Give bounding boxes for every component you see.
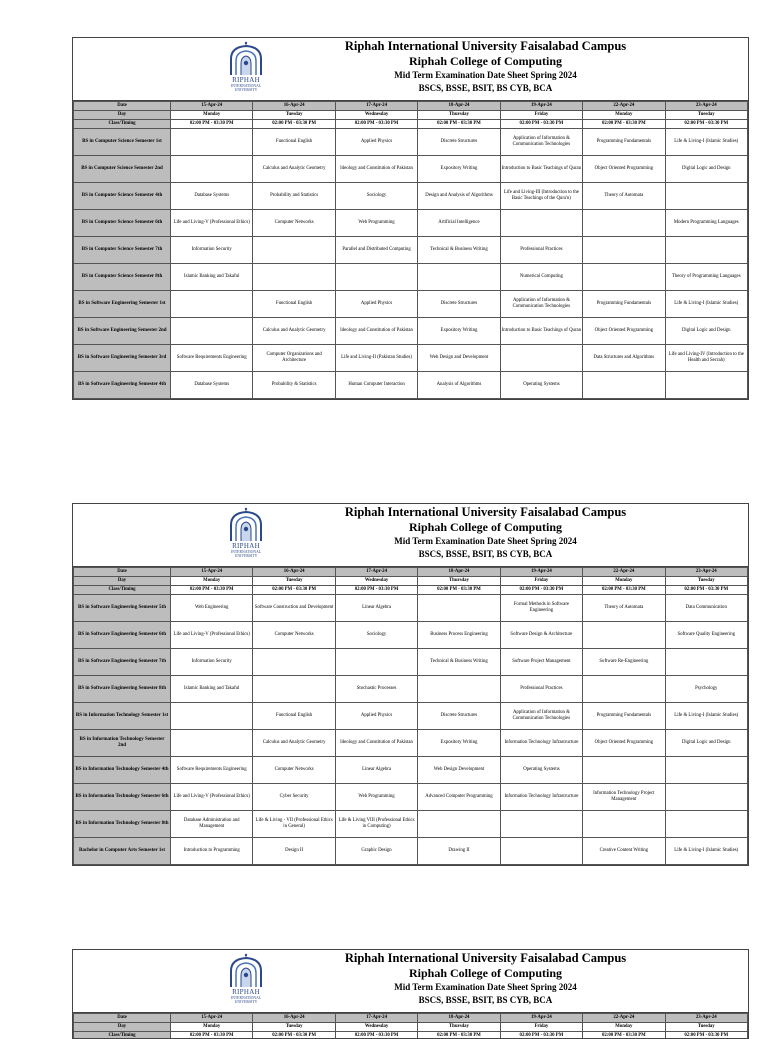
time-cell: 02:00 PM - 03:30 PM xyxy=(583,120,665,129)
university-title: Riphah International University Faisalabad Campus xyxy=(223,505,748,520)
course-cell: Discrete Structures xyxy=(418,291,500,318)
table-row xyxy=(74,622,748,649)
course-cell xyxy=(171,291,253,318)
time-cell: 02:00 PM - 03:30 PM xyxy=(171,1032,253,1039)
course-cell xyxy=(665,757,747,784)
course-cell: Drawing II xyxy=(418,838,500,865)
day-cell: Tuesday xyxy=(665,111,747,120)
course-cell: Computer Networks xyxy=(253,210,335,237)
day-cell: Monday xyxy=(171,1023,253,1032)
course-cell: Information Technology Project Management xyxy=(583,784,665,811)
program-cell: BS in Computer Science Semester 6th xyxy=(74,210,171,237)
date-label: Date xyxy=(74,568,171,577)
course-cell xyxy=(500,838,582,865)
table-row xyxy=(74,129,748,156)
time-cell: 02:00 PM - 03:30 PM xyxy=(418,586,500,595)
course-cell xyxy=(335,264,417,291)
program-cell: BS in Software Engineering Semester 7th xyxy=(74,649,171,676)
course-cell xyxy=(500,811,582,838)
course-cell: Computer Networks xyxy=(253,757,335,784)
course-cell: Life and Living-V (Professional Ethics) xyxy=(171,622,253,649)
day-cell: Friday xyxy=(500,577,582,586)
day-cell: Monday xyxy=(583,577,665,586)
college-title: Riphah College of Computing xyxy=(223,520,748,535)
course-cell: Programming Fundamentals xyxy=(583,129,665,156)
course-cell: Design II xyxy=(253,838,335,865)
program-cell: BS in Information Technology Semester 1st xyxy=(74,703,171,730)
time-row xyxy=(74,120,748,129)
date-cell: 16-Apr-24 xyxy=(253,1014,335,1023)
university-title: Riphah International University Faisalabad Campus xyxy=(223,39,748,54)
course-cell: Operating Systems xyxy=(500,372,582,399)
course-cell: Software Construction and Development xyxy=(253,595,335,622)
course-cell: Ideology and Constitution of Pakistan xyxy=(335,730,417,757)
course-cell: Applied Physics xyxy=(335,703,417,730)
course-cell xyxy=(418,676,500,703)
day-cell: Thursday xyxy=(418,111,500,120)
course-cell: Application of Information & Communication Technologies xyxy=(500,291,582,318)
course-cell: Life and Living-V (Professional Ethics) xyxy=(171,784,253,811)
course-cell: Stochastic Processes xyxy=(335,676,417,703)
course-cell xyxy=(418,595,500,622)
date-cell: 22-Apr-24 xyxy=(583,568,665,577)
course-cell: Calculus and Analytic Geometry xyxy=(253,318,335,345)
course-cell xyxy=(583,237,665,264)
course-cell: Software Quality Engineering xyxy=(665,622,747,649)
course-cell xyxy=(665,372,747,399)
day-cell: Tuesday xyxy=(665,1023,747,1032)
date-row xyxy=(74,1014,748,1023)
table-row xyxy=(74,811,748,838)
day-cell: Friday xyxy=(500,1023,582,1032)
course-cell: Life and Living-IV (Introduction to the Health and Secrah) xyxy=(665,345,747,372)
logo-name: RIPHAH xyxy=(223,543,269,550)
course-cell xyxy=(583,210,665,237)
table-row xyxy=(74,264,748,291)
table-row xyxy=(74,372,748,399)
time-cell: 02:00 PM - 03:30 PM xyxy=(500,586,582,595)
table-row xyxy=(74,676,748,703)
course-cell: Digital Logic and Design xyxy=(665,156,747,183)
course-cell: Software Requirements Engineering xyxy=(171,345,253,372)
day-row xyxy=(74,111,748,120)
table-row xyxy=(74,784,748,811)
day-label: Day xyxy=(74,111,171,120)
program-cell: BS in Computer Science Semester 7th xyxy=(74,237,171,264)
university-title: Riphah International University Faisalabad Campus xyxy=(223,951,748,966)
course-cell xyxy=(418,811,500,838)
program-cell: BS in Computer Science Semester 2nd xyxy=(74,156,171,183)
college-title: Riphah College of Computing xyxy=(223,966,748,981)
day-cell: Tuesday xyxy=(253,111,335,120)
course-cell: Discrete Structures xyxy=(418,129,500,156)
course-cell: Object Oriented Programming xyxy=(583,318,665,345)
date-row xyxy=(74,102,748,111)
course-cell: Professional Practices xyxy=(500,676,582,703)
time-cell: 02:00 PM - 03:30 PM xyxy=(418,120,500,129)
course-cell: Life and Living-II (Pakistan Studies) xyxy=(335,345,417,372)
course-cell: Web Design Development xyxy=(418,757,500,784)
table-row xyxy=(74,730,748,757)
course-cell: Introduction to Basic Teachings of Quran xyxy=(500,156,582,183)
time-cell: 02:00 PM - 03:30 PM xyxy=(583,1032,665,1039)
course-cell xyxy=(171,318,253,345)
course-cell: Sociology xyxy=(335,183,417,210)
course-cell: Graphic Design xyxy=(335,838,417,865)
course-cell: Discrete Structures xyxy=(418,703,500,730)
course-cell: Applied Physics xyxy=(335,129,417,156)
course-cell: Probability and Statistics xyxy=(253,183,335,210)
program-cell: BS in Software Engineering Semester 8th xyxy=(74,676,171,703)
course-cell xyxy=(253,676,335,703)
table-row xyxy=(74,156,748,183)
program-cell: BS in Software Engineering Semester 1st xyxy=(74,291,171,318)
table-row xyxy=(74,318,748,345)
course-cell xyxy=(253,237,335,264)
course-cell: Introduction to Programming xyxy=(171,838,253,865)
course-cell: Object Oriented Programming xyxy=(583,156,665,183)
time-cell: 02:00 PM - 03:30 PM xyxy=(335,1032,417,1039)
day-cell: Tuesday xyxy=(665,577,747,586)
course-cell xyxy=(665,811,747,838)
table-row xyxy=(74,838,748,865)
table-row xyxy=(74,237,748,264)
exam-title: Mid Term Examination Date Sheet Spring 2024 xyxy=(223,535,748,548)
course-cell: Web Engineering xyxy=(171,595,253,622)
course-cell: Expository Writing xyxy=(418,156,500,183)
program-cell: BS in Information Technology Semester 6th xyxy=(74,784,171,811)
course-cell: Islamic Banking and Takaful xyxy=(171,676,253,703)
logo-subtitle-1: INTERNATIONAL xyxy=(223,84,269,88)
exam-title: Mid Term Examination Date Sheet Spring 2024 xyxy=(223,69,748,82)
day-cell: Tuesday xyxy=(253,1023,335,1032)
course-cell xyxy=(171,156,253,183)
course-cell: Sociology xyxy=(335,622,417,649)
date-cell: 19-Apr-24 xyxy=(500,568,582,577)
time-cell: 02:00 PM - 03:30 PM xyxy=(665,586,747,595)
course-cell: Information Security xyxy=(171,237,253,264)
day-cell: Wednesday xyxy=(335,1023,417,1032)
course-cell: Linear Algebra xyxy=(335,757,417,784)
course-cell xyxy=(665,237,747,264)
datesheet-page-1 xyxy=(72,37,749,400)
time-label: Class/Timing xyxy=(74,120,171,129)
time-cell: 02:00 PM - 03:30 PM xyxy=(583,586,665,595)
header-titles xyxy=(223,505,748,561)
course-cell: Business Process Engineering xyxy=(418,622,500,649)
logo-subtitle-1: INTERNATIONAL xyxy=(223,996,269,1000)
header-titles xyxy=(223,39,748,95)
course-cell: Software Requirements Engineering xyxy=(171,757,253,784)
course-cell: Data Structures and Algorithms xyxy=(583,345,665,372)
time-cell: 02:00 PM - 03:30 PM xyxy=(665,1032,747,1039)
date-cell: 18-Apr-24 xyxy=(418,102,500,111)
course-cell: Information Security xyxy=(171,649,253,676)
course-cell: Theory of Automata xyxy=(583,183,665,210)
course-cell: Functional English xyxy=(253,129,335,156)
programs-title: BSCS, BSSE, BSIT, BS CYB, BCA xyxy=(223,82,748,95)
course-cell xyxy=(500,345,582,372)
program-cell: BS in Computer Science Semester 8th xyxy=(74,264,171,291)
course-cell: Programming Fundamentals xyxy=(583,703,665,730)
day-row xyxy=(74,577,748,586)
course-cell: Life and Living-V (Professional Ethics) xyxy=(171,210,253,237)
day-cell: Monday xyxy=(171,111,253,120)
date-cell: 19-Apr-24 xyxy=(500,1014,582,1023)
program-cell: BS in Software Engineering Semester 2nd xyxy=(74,318,171,345)
course-cell: Object Oriented Programming xyxy=(583,730,665,757)
course-cell: Programming Fundamentals xyxy=(583,291,665,318)
course-cell xyxy=(665,649,747,676)
table-row xyxy=(74,595,748,622)
date-cell: 23-Apr-24 xyxy=(665,102,747,111)
course-cell: Database Systems xyxy=(171,183,253,210)
course-cell: Linear Algebra xyxy=(335,595,417,622)
program-cell: BS in Software Engineering Semester 4th xyxy=(74,372,171,399)
course-cell: Calculus and Analytic Geometry xyxy=(253,156,335,183)
programs-title: BSCS, BSSE, BSIT, BS CYB, BCA xyxy=(223,548,748,561)
course-cell xyxy=(500,210,582,237)
table-row xyxy=(74,649,748,676)
day-label: Day xyxy=(74,1023,171,1032)
course-cell: Software Project Management xyxy=(500,649,582,676)
time-row xyxy=(74,1032,748,1039)
course-cell: Probability & Statistics xyxy=(253,372,335,399)
course-cell xyxy=(665,183,747,210)
logo-name: RIPHAH xyxy=(223,77,269,84)
table-row xyxy=(74,757,748,784)
date-cell: 18-Apr-24 xyxy=(418,568,500,577)
day-label: Day xyxy=(74,577,171,586)
course-cell: Analysis of Algorithms xyxy=(418,372,500,399)
datesheet-page-2 xyxy=(72,503,749,866)
time-cell: 02:00 PM - 03:30 PM xyxy=(171,586,253,595)
course-cell xyxy=(583,676,665,703)
course-cell: Formal Methods in Software Engineering xyxy=(500,595,582,622)
day-cell: Monday xyxy=(171,577,253,586)
course-cell: Data Communication xyxy=(665,595,747,622)
day-cell: Thursday xyxy=(418,577,500,586)
course-cell: Life & Living-I (Islamic Studies) xyxy=(665,291,747,318)
time-cell: 02:00 PM - 03:30 PM xyxy=(500,120,582,129)
programs-title: BSCS, BSSE, BSIT, BS CYB, BCA xyxy=(223,994,748,1007)
date-cell: 15-Apr-24 xyxy=(171,568,253,577)
day-cell: Thursday xyxy=(418,1023,500,1032)
course-cell: Ideology and Constitution of Pakistan xyxy=(335,156,417,183)
time-cell: 02:00 PM - 03:30 PM xyxy=(253,586,335,595)
course-cell: Software Re-Engineering xyxy=(583,649,665,676)
program-cell: BS in Software Engineering Semester 6th xyxy=(74,622,171,649)
datesheet-header xyxy=(73,950,748,1013)
course-cell xyxy=(583,757,665,784)
day-cell: Wednesday xyxy=(335,111,417,120)
course-cell: Web Design and Development xyxy=(418,345,500,372)
logo-name: RIPHAH xyxy=(223,989,269,996)
course-cell xyxy=(171,703,253,730)
course-cell xyxy=(665,784,747,811)
time-row xyxy=(74,586,748,595)
course-cell: Life & Living-I (Islamic Studies) xyxy=(665,129,747,156)
date-cell: 22-Apr-24 xyxy=(583,102,665,111)
date-cell: 15-Apr-24 xyxy=(171,1014,253,1023)
date-cell: 17-Apr-24 xyxy=(335,1014,417,1023)
exam-title: Mid Term Examination Date Sheet Spring 2024 xyxy=(223,981,748,994)
course-cell xyxy=(253,649,335,676)
program-cell: BS in Information Technology Semester 8th xyxy=(74,811,171,838)
time-cell: 02:00 PM - 03:30 PM xyxy=(500,1032,582,1039)
day-cell: Friday xyxy=(500,111,582,120)
course-cell: Theory of Automata xyxy=(583,595,665,622)
logo-subtitle-2: UNIVERSITY xyxy=(223,554,269,558)
header-titles xyxy=(223,951,748,1007)
course-cell: Professional Practices xyxy=(500,237,582,264)
course-cell: Introduction to Basic Teachings of Quran xyxy=(500,318,582,345)
course-cell: Functional English xyxy=(253,291,335,318)
time-label: Class/Timing xyxy=(74,586,171,595)
course-cell xyxy=(583,622,665,649)
program-cell: Bachelor in Computer Arts Semester 1st xyxy=(74,838,171,865)
date-cell: 17-Apr-24 xyxy=(335,102,417,111)
course-cell: Life & Living - VII (Professional Ethics in General) xyxy=(253,811,335,838)
date-label: Date xyxy=(74,102,171,111)
course-cell: Numerical Computing xyxy=(500,264,582,291)
table-row xyxy=(74,345,748,372)
course-cell: Parallel and Distributed Computing xyxy=(335,237,417,264)
course-cell xyxy=(171,730,253,757)
course-cell: Information Technology Infrastructure xyxy=(500,784,582,811)
date-row xyxy=(74,568,748,577)
college-title: Riphah College of Computing xyxy=(223,54,748,69)
time-cell: 02:00 PM - 03:30 PM xyxy=(665,120,747,129)
course-cell: Computer Networks xyxy=(253,622,335,649)
course-cell: Information Technology Infrastructure xyxy=(500,730,582,757)
time-label: Class/Timing xyxy=(74,1032,171,1039)
course-cell: Psychology xyxy=(665,676,747,703)
course-cell: Software Design & Architecture xyxy=(500,622,582,649)
course-cell xyxy=(335,649,417,676)
course-cell: Computer Organizations and Architecture xyxy=(253,345,335,372)
day-cell: Wednesday xyxy=(335,577,417,586)
datesheet-header xyxy=(73,38,748,101)
table-row xyxy=(74,703,748,730)
date-cell: 19-Apr-24 xyxy=(500,102,582,111)
course-cell: Application of Information & Communication Technologies xyxy=(500,703,582,730)
course-cell: Advanced Computer Programming xyxy=(418,784,500,811)
course-cell: Islamic Banking and Takaful xyxy=(171,264,253,291)
logo-subtitle-2: UNIVERSITY xyxy=(223,1000,269,1004)
program-cell: BS in Computer Science Semester 1st xyxy=(74,129,171,156)
logo-subtitle-1: INTERNATIONAL xyxy=(223,550,269,554)
table-row xyxy=(74,210,748,237)
time-cell: 02:00 PM - 03:30 PM xyxy=(253,1032,335,1039)
date-cell: 16-Apr-24 xyxy=(253,102,335,111)
course-cell: Human Computer Interaction xyxy=(335,372,417,399)
program-cell: BS in Software Engineering Semester 3rd xyxy=(74,345,171,372)
course-cell xyxy=(583,264,665,291)
date-cell: 23-Apr-24 xyxy=(665,568,747,577)
day-cell: Tuesday xyxy=(253,577,335,586)
course-cell: Life and Living-III (Introduction to the Basic Teachings of the Qura'n) xyxy=(500,183,582,210)
time-cell: 02:00 PM - 03:30 PM xyxy=(335,120,417,129)
course-cell: Cyber Security xyxy=(253,784,335,811)
datesheet-header xyxy=(73,504,748,567)
course-cell: Web Programming xyxy=(335,784,417,811)
course-cell: Technical & Business Writing xyxy=(418,649,500,676)
program-cell: BS in Information Technology Semester 4th xyxy=(74,757,171,784)
date-label: Date xyxy=(74,1014,171,1023)
course-cell: Life & Living VIII (Professional Ethics in Computing) xyxy=(335,811,417,838)
course-cell xyxy=(253,264,335,291)
course-cell: Artificial Intelligence xyxy=(418,210,500,237)
course-cell: Digital Logic and Design xyxy=(665,730,747,757)
date-cell: 22-Apr-24 xyxy=(583,1014,665,1023)
date-cell: 18-Apr-24 xyxy=(418,1014,500,1023)
course-cell: Web Programming xyxy=(335,210,417,237)
course-cell: Theory of Programming Languages xyxy=(665,264,747,291)
course-cell xyxy=(583,811,665,838)
course-cell: Application of Information & Communication Technologies xyxy=(500,129,582,156)
time-cell: 02:00 PM - 03:30 PM xyxy=(253,120,335,129)
course-cell: Database Systems xyxy=(171,372,253,399)
course-cell: Functional English xyxy=(253,703,335,730)
date-cell: 23-Apr-24 xyxy=(665,1014,747,1023)
course-cell: Design and Analysis of Algorithms xyxy=(418,183,500,210)
datesheet-table xyxy=(73,101,748,399)
course-cell: Digital Logic and Design xyxy=(665,318,747,345)
datesheet-page-3 xyxy=(72,949,749,1039)
course-cell xyxy=(583,372,665,399)
day-cell: Monday xyxy=(583,111,665,120)
datesheet-table xyxy=(73,1013,748,1039)
course-cell: Creative Content Writing xyxy=(583,838,665,865)
course-cell xyxy=(418,264,500,291)
time-cell: 02:00 PM - 03:30 PM xyxy=(171,120,253,129)
course-cell: Calculus and Analytic Geometry xyxy=(253,730,335,757)
day-cell: Monday xyxy=(583,1023,665,1032)
date-cell: 16-Apr-24 xyxy=(253,568,335,577)
datesheet-table xyxy=(73,567,748,865)
logo-subtitle-2: UNIVERSITY xyxy=(223,88,269,92)
date-cell: 15-Apr-24 xyxy=(171,102,253,111)
program-cell: BS in Software Engineering Semester 5th xyxy=(74,595,171,622)
program-cell: BS in Computer Science Semester 4th xyxy=(74,183,171,210)
course-cell: Applied Physics xyxy=(335,291,417,318)
course-cell: Expository Writing xyxy=(418,318,500,345)
time-cell: 02:00 PM - 03:30 PM xyxy=(335,586,417,595)
course-cell: Technical & Business Writing xyxy=(418,237,500,264)
course-cell: Database Administration and Management xyxy=(171,811,253,838)
course-cell: Life & Living-I (Islamic Studies) xyxy=(665,838,747,865)
table-row xyxy=(74,291,748,318)
course-cell: Operating Systems xyxy=(500,757,582,784)
course-cell: Ideology and Constitution of Pakistan xyxy=(335,318,417,345)
program-cell: BS in Information Technology Semester 2nd xyxy=(74,730,171,757)
course-cell: Expository Writing xyxy=(418,730,500,757)
table-row xyxy=(74,183,748,210)
course-cell xyxy=(171,129,253,156)
course-cell: Modern Programming Languages xyxy=(665,210,747,237)
date-cell: 17-Apr-24 xyxy=(335,568,417,577)
time-cell: 02:00 PM - 03:30 PM xyxy=(418,1032,500,1039)
course-cell: Life & Living-I (Islamic Studies) xyxy=(665,703,747,730)
